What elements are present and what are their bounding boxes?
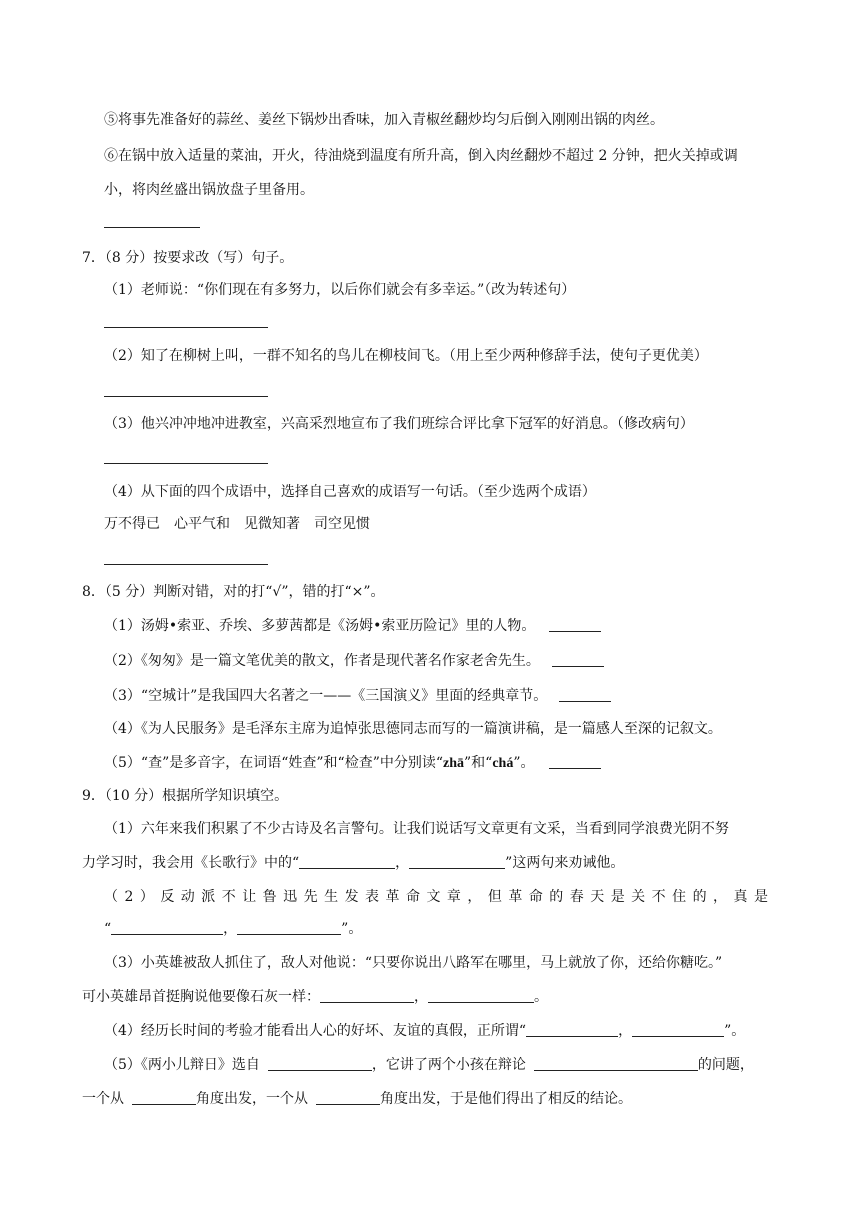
q8-item5-text-b: ”和“ [464,755,493,771]
q9-p1-blank2[interactable] [409,853,505,869]
q9-p5-text-c: 的问题， [697,1057,754,1073]
q9-p3-line2 [82,987,548,1007]
q9-p4 [104,1021,745,1041]
q7-sub1: （1）老师说：“你们现在有多努力，以后你们就会有多幸运。”（改为转述句） [104,282,576,298]
q9-p4-text: （4）经历长时间的考验才能看出人心的好坏、友谊的真假，正所谓“ [104,1023,527,1039]
q9-p3-text: 可小英雄昂首挺胸说他要像石灰一样： [82,989,320,1005]
q8-item3-blank[interactable] [559,686,611,702]
q8-item4: （4）《为人民服务》是毛泽东主席为追悼张思德同志而写的一篇演讲稿，是一篇感人至深的记叙文。 [104,721,722,737]
q9-p3-comma: ， [414,989,428,1005]
q9-p1-line1: （1）六年来我们积累了不少古诗及名言警句。让我们说话写文章更有文采，当看到同学浪费光阴不努 [104,821,729,837]
pinyin-cha: chá [492,756,514,771]
q8-item5-blank[interactable] [549,753,601,769]
q8-item5-text-c: ”。 [513,755,535,771]
q9-p4-blank1[interactable] [526,1021,618,1037]
q9-p1-comma: ， [395,855,410,871]
q9-p2-line1: （2）反动派不让鲁迅先生发表革命文章，但革命的春天是关不住的，真是 [104,889,768,905]
q9-p1-text-a: 力学习时，我会用《长歌行》中的“ [82,855,300,871]
q6-step6-line1: ⑥在锅中放入适量的菜油，开火，待油烧到温度有所升高，倒入肉丝翻炒不超过 2 分钟，把火关掉或调 [104,148,738,164]
q9-p1-blank1[interactable] [299,853,395,869]
q9-p5-text-e: 角度出发，一个从 [196,1091,308,1107]
q7-sub1-blank[interactable] [104,327,268,328]
q6-step5: ⑤将事先准备好的蒜丝、姜丝下锅炒出香味，加入青椒丝翻炒均匀后倒入刚刚出锅的肉丝。 [104,112,664,128]
q6-answer-blank[interactable] [104,227,200,228]
q7-sub2: （2）知了在柳树上叫，一群不知名的鸟儿在柳枝间飞。（用上至少两种修辞手法，使句子更优美） [104,348,708,364]
q9-p2-close-quote: ”。 [341,921,363,937]
q7-sub4: （4）从下面的四个成语中，选择自己喜欢的成语写一句话。（至少选两个成语） [104,484,596,500]
q7-sub4-blank[interactable] [104,564,268,565]
q9-p3-blank1[interactable] [320,987,414,1003]
q9-p5-text-a: （5）《两小儿辩日》选自 [104,1057,260,1073]
q9-p5-blank-angle2[interactable] [316,1089,380,1105]
q9-p2-blank1[interactable] [111,919,223,935]
q9-p3-blank2[interactable] [428,987,534,1003]
q8-item1-blank[interactable] [549,616,601,632]
q9-p5-line2 [82,1089,632,1109]
q7-sub3: （3）他兴冲冲地冲进教室，兴高采烈地宣布了我们班综合评比拿下冠军的好消息。（修改病句） [104,416,694,432]
q9-p2-blank2[interactable] [237,919,341,935]
q8-item5 [104,753,601,774]
q9-p5-text-b: ，它讲了两个小孩在辩论 [371,1057,526,1073]
q9-p2-line2 [104,919,362,939]
q9-p4-end: ”。 [724,1023,746,1039]
q8-item2-text: （2）《匆匆》是一篇文笔优美的散文，作者是现代著名作家老舍先生。 [104,653,540,669]
q9-p5-text-f: 角度出发，于是他们得出了相反的结论。 [380,1091,632,1107]
q8-item2-blank[interactable] [552,651,604,667]
q9-p3-end: 。 [534,989,548,1005]
q9-p2-open-quote: “ [104,921,112,937]
q8-item3 [104,686,611,706]
q9-p5-blank-topic[interactable] [534,1055,698,1071]
q9-p1-text-b: ”这两句来劝诫他。 [505,855,625,871]
q9-p2-comma: ， [223,921,238,937]
q7-title: 7．（8 分）按要求改（写）句子。 [82,250,294,266]
pinyin-zha: zhā [443,756,465,771]
q9-p4-comma: ， [618,1023,633,1039]
q8-item2 [104,651,604,671]
q8-item3-text: （3）“空城计”是我国四大名著之一——《三国演义》里面的经典章节。 [104,688,548,704]
q9-p5-blank-angle1[interactable] [132,1089,196,1105]
q9-p5-text-d: 一个从 [82,1091,124,1107]
q6-step6-line2: 小，将肉丝盛出锅放盘子里备用。 [104,182,314,198]
q7-sub3-blank[interactable] [104,463,268,464]
q8-item1-text: （1）汤姆•索亚、乔埃、多萝茜都是《汤姆•索亚历险记》里的人物。 [104,618,536,634]
q9-p1-line2 [82,853,624,873]
q9-p5-blank-source[interactable] [268,1055,372,1071]
q8-item5-text-a: （5）“查”是多音字，在词语“姓查”和“检查”中分别读“ [104,755,444,771]
q9-p5-line1 [104,1055,754,1075]
q9-p4-blank2[interactable] [632,1021,724,1037]
q7-idioms: 万不得已 心平气和 见微知著 司空见惯 [104,516,370,532]
q8-item1 [104,616,601,636]
q9-p3-line1: （3）小英雄被敌人抓住了，敌人对他说：“只要你说出八路军在哪里，马上就放了你，还给你糖吃。” [104,955,723,971]
q7-sub2-blank[interactable] [104,396,268,397]
q8-title: 8．（5 分）判断对错，对的打“√”，错的打“×”。 [82,584,385,600]
q9-title: 9．（10 分）根据所学知识填空。 [82,788,289,804]
